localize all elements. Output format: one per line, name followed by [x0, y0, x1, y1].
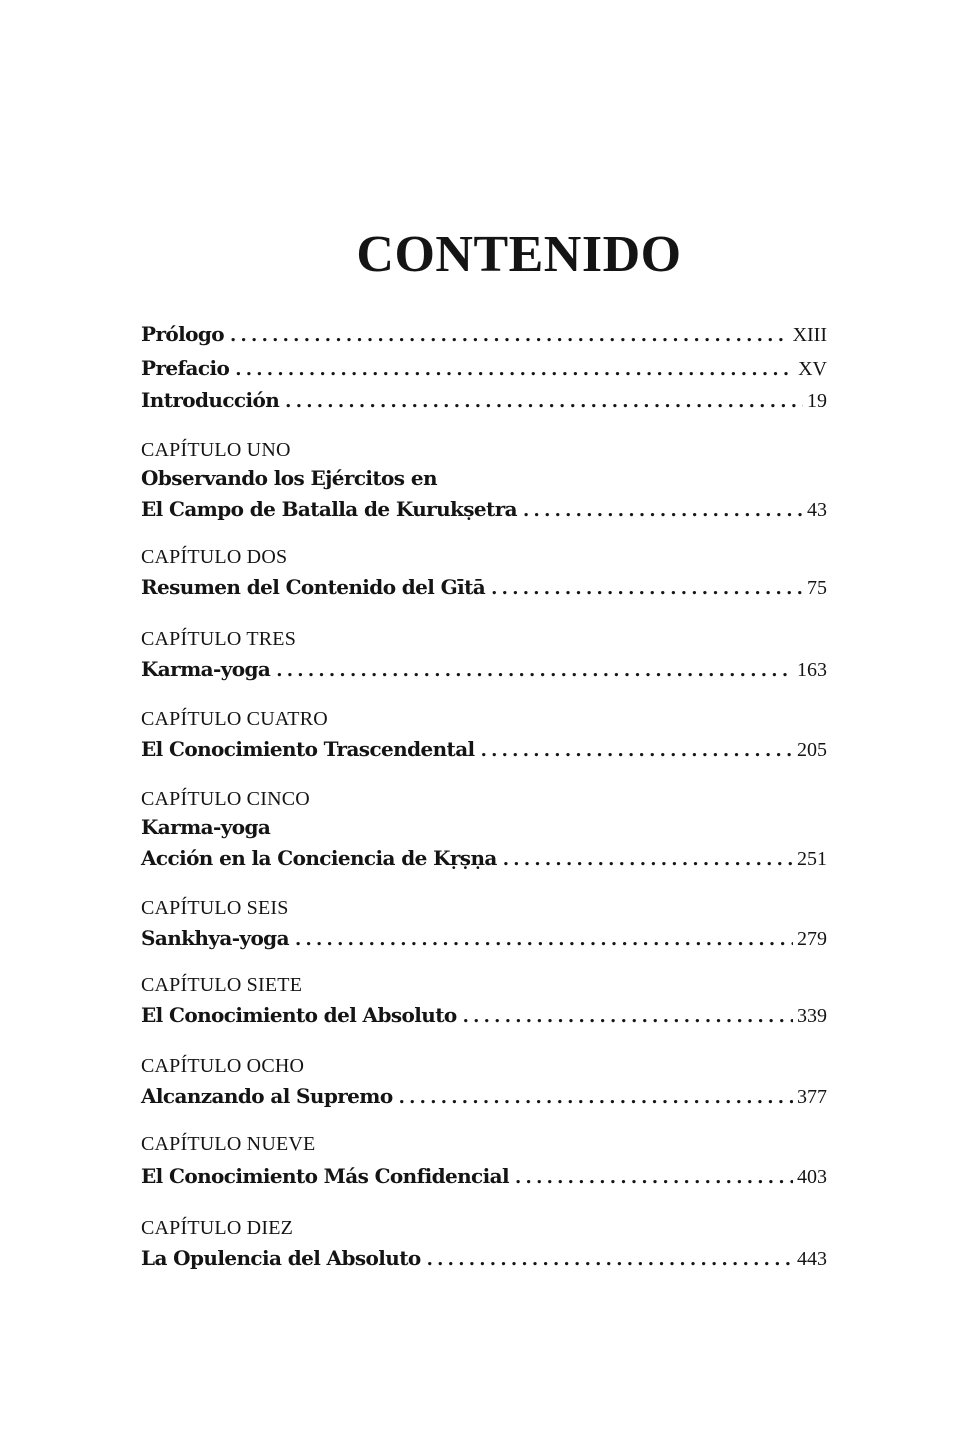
chapter-label: CAPÍTULO CINCO — [141, 788, 310, 810]
toc-entry-chapter-2[interactable] — [141, 571, 827, 603]
dot-leader — [427, 1244, 793, 1276]
toc-entry-chapter-10[interactable] — [141, 1242, 827, 1274]
toc-entry-prologo[interactable] — [141, 318, 827, 352]
toc-entry-prefacio[interactable] — [141, 352, 827, 384]
toc-page-number: 75 — [807, 577, 827, 599]
toc-entry-title: Sankhya-yoga — [141, 926, 289, 950]
chapter-title-line: Karma-yoga — [141, 815, 271, 839]
dot-leader — [276, 655, 793, 687]
toc-page-number: 43 — [807, 499, 827, 521]
toc-page-number: 403 — [797, 1166, 827, 1188]
toc-page-number: 205 — [797, 739, 827, 761]
dot-leader — [230, 320, 789, 352]
chapter-label: CAPÍTULO TRES — [141, 628, 297, 650]
chapter-block-seis — [141, 894, 827, 954]
toc-entry-title: Prólogo — [141, 322, 224, 346]
toc-entry-introduccion[interactable] — [141, 384, 827, 416]
toc-entry-chapter-8[interactable] — [141, 1080, 827, 1112]
toc-entry-title: Resumen del Contenido del Gītā — [141, 575, 486, 599]
dot-leader — [285, 386, 803, 418]
toc-entry-title: El Conocimiento Más Confidencial — [141, 1164, 509, 1188]
dot-leader — [399, 1082, 793, 1114]
toc-entry-chapter-5[interactable] — [141, 842, 827, 872]
toc-page-number: 163 — [797, 659, 827, 681]
chapter-label: CAPÍTULO DOS — [141, 546, 288, 568]
toc-page-number: 19 — [807, 390, 827, 412]
toc-page-number: 443 — [797, 1248, 827, 1270]
toc-entry-title: El Campo de Batalla de Kurukṣetra — [141, 497, 517, 521]
dot-leader — [523, 495, 803, 527]
toc-page-number: 279 — [797, 928, 827, 950]
toc-entry-title: Acción en la Conciencia de Kṛṣṇa — [141, 846, 497, 870]
toc-entry-chapter-4[interactable] — [141, 733, 827, 765]
toc-entry-title: El Conocimiento Trascendental — [141, 737, 475, 761]
toc-entry-title: La Opulencia del Absoluto — [141, 1246, 421, 1270]
chapter-block-tres — [141, 625, 827, 685]
chapter-label: CAPÍTULO CUATRO — [141, 708, 328, 730]
chapter-block-cinco — [141, 785, 827, 872]
toc-entry-chapter-6[interactable] — [141, 922, 827, 954]
chapter-block-siete — [141, 971, 827, 1031]
chapter-block-uno — [141, 436, 827, 523]
toc-entry-title: Karma-yoga — [141, 657, 271, 681]
dot-leader — [235, 354, 794, 386]
toc-entry-title: Alcanzando al Supremo — [141, 1084, 393, 1108]
toc-page-number: 339 — [797, 1005, 827, 1027]
chapter-title-line: Observando los Ejércitos en — [141, 466, 437, 490]
toc-entry-chapter-7[interactable] — [141, 999, 827, 1031]
chapter-block-diez — [141, 1214, 827, 1274]
page-title: CONTENIDO — [356, 225, 682, 283]
toc-entry-title: El Conocimiento del Absoluto — [141, 1003, 457, 1027]
toc-page-number: XV — [798, 358, 827, 380]
dot-leader — [463, 1001, 793, 1033]
toc-page-number: XIII — [792, 324, 827, 346]
toc-page-number: 251 — [797, 848, 827, 870]
chapter-block-nueve — [141, 1130, 827, 1194]
chapter-label: CAPÍTULO UNO — [141, 439, 291, 461]
dot-leader — [491, 573, 803, 605]
toc-entry-chapter-1[interactable] — [141, 493, 827, 523]
chapter-label: CAPÍTULO NUEVE — [141, 1133, 316, 1155]
chapter-label: CAPÍTULO SEIS — [141, 897, 289, 919]
toc-entry-chapter-3[interactable] — [141, 653, 827, 685]
dot-leader — [515, 1160, 793, 1196]
chapter-label: CAPÍTULO SIETE — [141, 974, 303, 996]
chapter-block-dos — [141, 543, 827, 603]
chapter-block-cuatro — [141, 705, 827, 765]
table-of-contents — [141, 318, 827, 1274]
chapter-block-ocho — [141, 1052, 827, 1112]
dot-leader — [295, 924, 793, 956]
dot-leader — [481, 735, 793, 767]
toc-page-number: 377 — [797, 1086, 827, 1108]
chapter-label: CAPÍTULO OCHO — [141, 1055, 305, 1077]
toc-entry-title: Introducción — [141, 388, 280, 412]
toc-entry-title: Prefacio — [141, 356, 230, 380]
chapter-label: CAPÍTULO DIEZ — [141, 1217, 294, 1239]
toc-entry-chapter-9[interactable] — [141, 1158, 827, 1194]
dot-leader — [503, 844, 793, 876]
